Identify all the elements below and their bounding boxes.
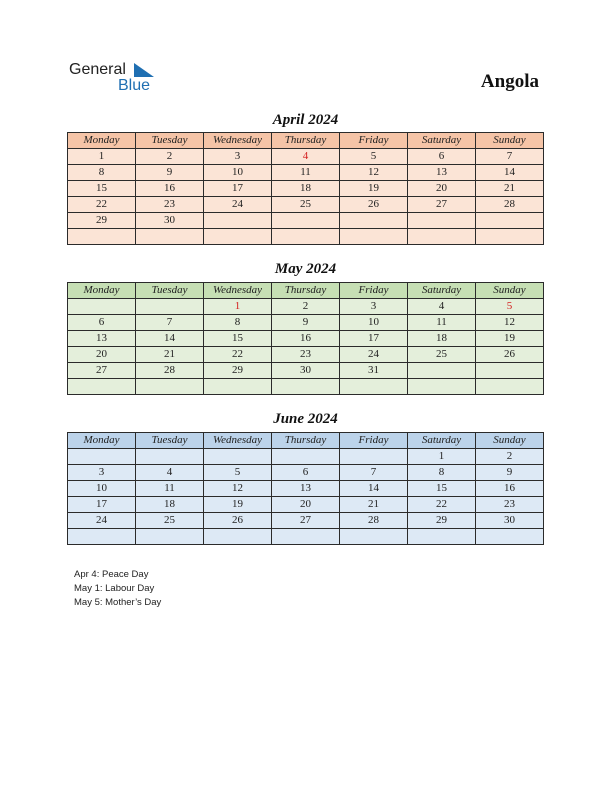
day-cell: 7 bbox=[136, 315, 204, 331]
day-cell: 13 bbox=[272, 481, 340, 497]
day-cell bbox=[68, 379, 136, 395]
weekday-header: Monday bbox=[68, 133, 136, 149]
day-cell bbox=[68, 449, 136, 465]
logo bbox=[69, 61, 179, 97]
week-row bbox=[68, 299, 544, 315]
day-cell: 6 bbox=[408, 149, 476, 165]
week-row bbox=[68, 149, 544, 165]
day-cell bbox=[476, 529, 544, 545]
day-cell bbox=[408, 229, 476, 245]
day-cell: 1 bbox=[204, 299, 272, 315]
day-cell bbox=[340, 529, 408, 545]
weekday-header-row bbox=[68, 433, 544, 449]
day-cell: 16 bbox=[272, 331, 340, 347]
day-cell: 7 bbox=[340, 465, 408, 481]
day-cell: 25 bbox=[408, 347, 476, 363]
holiday-note: May 1: Labour Day bbox=[74, 583, 155, 594]
holiday-note: Apr 4: Peace Day bbox=[74, 569, 149, 580]
weekday-header: Sunday bbox=[476, 133, 544, 149]
week-row bbox=[68, 465, 544, 481]
day-cell: 21 bbox=[340, 497, 408, 513]
weekday-header: Friday bbox=[340, 133, 408, 149]
day-cell: 28 bbox=[476, 197, 544, 213]
day-cell: 15 bbox=[68, 181, 136, 197]
day-cell: 20 bbox=[272, 497, 340, 513]
country-name: Angola bbox=[480, 71, 539, 92]
day-cell: 4 bbox=[272, 149, 340, 165]
day-cell bbox=[204, 213, 272, 229]
day-cell: 5 bbox=[340, 149, 408, 165]
day-cell: 23 bbox=[476, 497, 544, 513]
day-cell: 30 bbox=[136, 213, 204, 229]
holiday-note: May 5: Mother’s Day bbox=[74, 597, 162, 608]
weekday-header-row bbox=[68, 133, 544, 149]
day-cell: 20 bbox=[408, 181, 476, 197]
day-cell bbox=[408, 529, 476, 545]
day-cell bbox=[272, 229, 340, 245]
week-row bbox=[68, 213, 544, 229]
day-cell: 12 bbox=[476, 315, 544, 331]
day-cell: 18 bbox=[272, 181, 340, 197]
day-cell: 27 bbox=[272, 513, 340, 529]
weekday-header: Friday bbox=[340, 283, 408, 299]
day-cell: 24 bbox=[68, 513, 136, 529]
day-cell: 14 bbox=[476, 165, 544, 181]
day-cell: 7 bbox=[476, 149, 544, 165]
week-row bbox=[68, 449, 544, 465]
logo-triangle-icon bbox=[134, 63, 154, 77]
weekday-header: Wednesday bbox=[204, 133, 272, 149]
weekday-header: Tuesday bbox=[136, 283, 204, 299]
day-cell bbox=[136, 529, 204, 545]
day-cell: 10 bbox=[68, 481, 136, 497]
day-cell: 11 bbox=[408, 315, 476, 331]
day-cell: 21 bbox=[136, 347, 204, 363]
day-cell: 30 bbox=[272, 363, 340, 379]
week-row bbox=[68, 165, 544, 181]
day-cell bbox=[340, 379, 408, 395]
day-cell: 9 bbox=[272, 315, 340, 331]
day-cell: 31 bbox=[340, 363, 408, 379]
day-cell: 14 bbox=[136, 331, 204, 347]
month-title-may: May 2024 bbox=[274, 261, 337, 277]
day-cell: 10 bbox=[340, 315, 408, 331]
day-cell: 28 bbox=[136, 363, 204, 379]
day-cell: 29 bbox=[408, 513, 476, 529]
day-cell bbox=[340, 229, 408, 245]
weekday-header: Wednesday bbox=[204, 433, 272, 449]
logo-word-general: General bbox=[69, 61, 126, 78]
day-cell: 27 bbox=[68, 363, 136, 379]
day-cell bbox=[272, 529, 340, 545]
day-cell: 15 bbox=[204, 331, 272, 347]
day-cell: 8 bbox=[204, 315, 272, 331]
day-cell: 18 bbox=[408, 331, 476, 347]
day-cell bbox=[476, 213, 544, 229]
day-cell bbox=[136, 229, 204, 245]
day-cell bbox=[408, 213, 476, 229]
week-row bbox=[68, 181, 544, 197]
weekday-header-row bbox=[68, 283, 544, 299]
day-cell: 29 bbox=[68, 213, 136, 229]
day-cell: 27 bbox=[408, 197, 476, 213]
day-cell: 22 bbox=[68, 197, 136, 213]
day-cell bbox=[204, 449, 272, 465]
day-cell bbox=[476, 229, 544, 245]
weekday-header: Thursday bbox=[272, 283, 340, 299]
day-cell: 19 bbox=[204, 497, 272, 513]
week-row bbox=[68, 363, 544, 379]
day-cell: 28 bbox=[340, 513, 408, 529]
weekday-header: Thursday bbox=[272, 433, 340, 449]
day-cell bbox=[204, 379, 272, 395]
week-row bbox=[68, 315, 544, 331]
day-cell: 16 bbox=[476, 481, 544, 497]
day-cell: 24 bbox=[340, 347, 408, 363]
day-cell: 29 bbox=[204, 363, 272, 379]
day-cell: 3 bbox=[204, 149, 272, 165]
weekday-header: Saturday bbox=[408, 433, 476, 449]
day-cell: 25 bbox=[136, 513, 204, 529]
weekday-header: Saturday bbox=[408, 133, 476, 149]
day-cell: 11 bbox=[272, 165, 340, 181]
month-title-june: June 2024 bbox=[273, 411, 338, 427]
day-cell bbox=[136, 299, 204, 315]
week-row bbox=[68, 529, 544, 545]
day-cell: 18 bbox=[136, 497, 204, 513]
calendar-may bbox=[67, 282, 544, 395]
day-cell: 13 bbox=[408, 165, 476, 181]
calendar-june bbox=[67, 432, 544, 545]
weekday-header: Friday bbox=[340, 433, 408, 449]
day-cell: 26 bbox=[340, 197, 408, 213]
day-cell bbox=[204, 229, 272, 245]
day-cell bbox=[204, 529, 272, 545]
day-cell: 24 bbox=[204, 197, 272, 213]
day-cell: 19 bbox=[476, 331, 544, 347]
week-row bbox=[68, 229, 544, 245]
day-cell: 5 bbox=[204, 465, 272, 481]
day-cell: 11 bbox=[136, 481, 204, 497]
day-cell bbox=[408, 363, 476, 379]
weekday-header: Saturday bbox=[408, 283, 476, 299]
day-cell: 10 bbox=[204, 165, 272, 181]
weekday-header: Thursday bbox=[272, 133, 340, 149]
day-cell: 15 bbox=[408, 481, 476, 497]
day-cell: 25 bbox=[272, 197, 340, 213]
day-cell: 17 bbox=[340, 331, 408, 347]
weekday-header: Tuesday bbox=[136, 133, 204, 149]
week-row bbox=[68, 481, 544, 497]
week-row bbox=[68, 331, 544, 347]
day-cell bbox=[272, 449, 340, 465]
day-cell bbox=[68, 529, 136, 545]
day-cell: 8 bbox=[408, 465, 476, 481]
day-cell: 9 bbox=[136, 165, 204, 181]
day-cell: 23 bbox=[272, 347, 340, 363]
weekday-header: Monday bbox=[68, 433, 136, 449]
week-row bbox=[68, 347, 544, 363]
day-cell: 12 bbox=[340, 165, 408, 181]
day-cell bbox=[340, 213, 408, 229]
week-row bbox=[68, 379, 544, 395]
day-cell: 21 bbox=[476, 181, 544, 197]
week-row bbox=[68, 497, 544, 513]
day-cell: 22 bbox=[204, 347, 272, 363]
day-cell bbox=[68, 229, 136, 245]
day-cell: 5 bbox=[476, 299, 544, 315]
week-row bbox=[68, 197, 544, 213]
day-cell: 26 bbox=[476, 347, 544, 363]
day-cell: 20 bbox=[68, 347, 136, 363]
day-cell: 30 bbox=[476, 513, 544, 529]
day-cell: 4 bbox=[136, 465, 204, 481]
day-cell: 1 bbox=[68, 149, 136, 165]
day-cell: 23 bbox=[136, 197, 204, 213]
day-cell bbox=[136, 379, 204, 395]
day-cell: 8 bbox=[68, 165, 136, 181]
logo-word-blue: Blue bbox=[118, 77, 151, 94]
day-cell: 12 bbox=[204, 481, 272, 497]
month-title-april: April 2024 bbox=[272, 112, 339, 128]
day-cell: 6 bbox=[68, 315, 136, 331]
day-cell: 2 bbox=[136, 149, 204, 165]
day-cell: 1 bbox=[408, 449, 476, 465]
weekday-header: Wednesday bbox=[204, 283, 272, 299]
day-cell: 2 bbox=[272, 299, 340, 315]
day-cell: 4 bbox=[408, 299, 476, 315]
day-cell bbox=[272, 213, 340, 229]
day-cell: 14 bbox=[340, 481, 408, 497]
day-cell bbox=[476, 363, 544, 379]
weekday-header: Monday bbox=[68, 283, 136, 299]
day-cell: 16 bbox=[136, 181, 204, 197]
day-cell: 13 bbox=[68, 331, 136, 347]
weekday-header: Sunday bbox=[476, 433, 544, 449]
day-cell bbox=[408, 379, 476, 395]
day-cell bbox=[272, 379, 340, 395]
day-cell bbox=[136, 449, 204, 465]
calendar-april bbox=[67, 132, 544, 245]
day-cell bbox=[340, 449, 408, 465]
day-cell: 3 bbox=[340, 299, 408, 315]
day-cell: 19 bbox=[340, 181, 408, 197]
day-cell: 6 bbox=[272, 465, 340, 481]
week-row bbox=[68, 513, 544, 529]
day-cell bbox=[68, 299, 136, 315]
day-cell: 3 bbox=[68, 465, 136, 481]
day-cell bbox=[476, 379, 544, 395]
day-cell: 17 bbox=[68, 497, 136, 513]
day-cell: 17 bbox=[204, 181, 272, 197]
holiday-notes bbox=[74, 568, 161, 610]
day-cell: 26 bbox=[204, 513, 272, 529]
day-cell: 2 bbox=[476, 449, 544, 465]
weekday-header: Sunday bbox=[476, 283, 544, 299]
day-cell: 22 bbox=[408, 497, 476, 513]
day-cell: 9 bbox=[476, 465, 544, 481]
weekday-header: Tuesday bbox=[136, 433, 204, 449]
